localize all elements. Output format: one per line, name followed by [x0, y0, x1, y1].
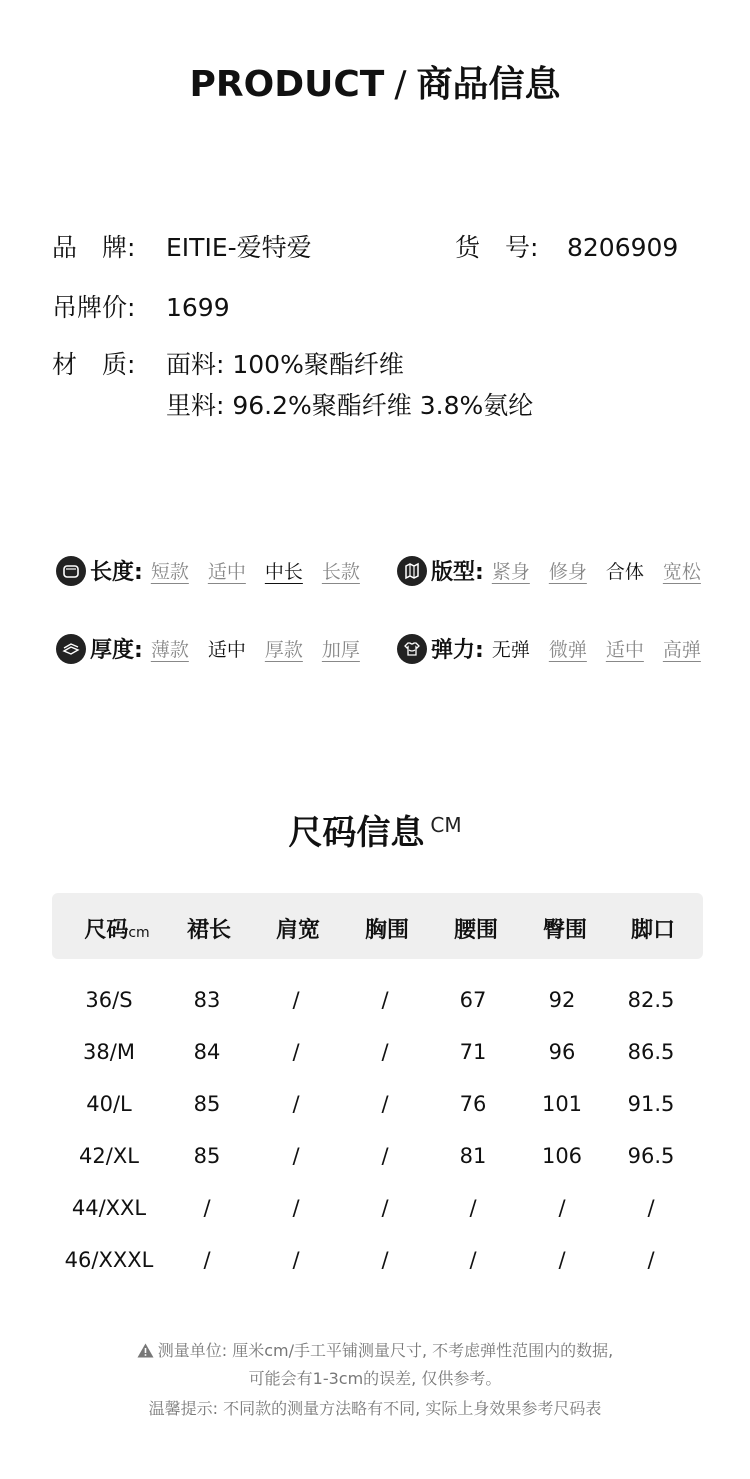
measure-cell: / [469, 1196, 477, 1220]
table-row [52, 1144, 703, 1196]
measure-cell: / [381, 1040, 389, 1064]
measure-cell: / [292, 1144, 300, 1168]
measure-cell: / [558, 1248, 566, 1272]
title-chinese: 商品信息 [416, 64, 561, 105]
table-row [52, 1248, 703, 1300]
header-chest: 胸围 [364, 918, 410, 943]
measure-cell: 96 [548, 1040, 576, 1064]
measure-cell: / [558, 1196, 566, 1220]
header-skirt-length: 裙长 [186, 918, 232, 943]
measure-cell: 101 [541, 1092, 583, 1116]
measure-cell: 85 [193, 1092, 221, 1116]
length-label: 长度: [90, 560, 143, 585]
measure-cell: / [292, 1040, 300, 1064]
measure-cell: 84 [193, 1040, 221, 1064]
measure-cell: / [203, 1248, 211, 1272]
measure-cell: / [292, 1196, 300, 1220]
size-cell: 42/XL [79, 1144, 139, 1168]
size-table-header [52, 893, 703, 959]
price-label: 吊牌价: [52, 293, 136, 322]
thickness-label: 厚度: [90, 638, 143, 663]
table-row [52, 988, 703, 1040]
attribute-thickness [56, 633, 360, 664]
brand-label: 品 牌: [52, 233, 136, 262]
measure-cell: 81 [459, 1144, 487, 1168]
note-line-3: 温馨提示: 不同款的测量方法略有不同, 实际上身效果参考尺码表 [148, 1399, 602, 1418]
size-cell: 36/S [85, 988, 133, 1012]
size-info-heading: 尺码信息 [288, 813, 425, 853]
attribute-elasticity [397, 633, 701, 664]
elasticity-option: 适中 [605, 639, 644, 661]
fabric-thickness-icon [56, 634, 86, 664]
brand-value: EITIE-爱特爱 [166, 233, 312, 262]
elasticity-option-selected: 无弹 [491, 639, 530, 661]
price-value: 1699 [166, 293, 230, 322]
item-number-row [455, 228, 678, 264]
thickness-option-selected: 适中 [207, 639, 246, 661]
measure-cell: 82.5 [627, 988, 675, 1012]
measure-cell: / [469, 1248, 477, 1272]
measure-cell: 71 [459, 1040, 487, 1064]
size-cell: 40/L [86, 1092, 132, 1116]
item-number-value: 8206909 [567, 233, 679, 262]
measure-cell: / [203, 1196, 211, 1220]
note-line-2: 可能会有1-3cm的误差, 仅供参考。 [248, 1369, 502, 1388]
header-waist: 腰围 [453, 918, 499, 943]
elasticity-label: 弹力: [431, 638, 484, 663]
size-info-unit: CM [430, 813, 462, 837]
material-label: 材 质: [52, 350, 136, 379]
size-cell: 38/M [83, 1040, 135, 1064]
fit-option: 修身 [548, 561, 587, 583]
measure-cell: / [381, 1196, 389, 1220]
measure-cell: 85 [193, 1144, 221, 1168]
item-number-label: 货 号: [455, 233, 539, 262]
attribute-fit [397, 555, 701, 586]
measure-cell: 67 [459, 988, 487, 1012]
header-size: 尺码cm [84, 918, 150, 943]
header-hip: 臀围 [542, 918, 588, 943]
length-option: 适中 [207, 561, 246, 583]
skirt-length-icon [56, 556, 86, 586]
table-row [52, 1196, 703, 1248]
measure-cell: 83 [193, 988, 221, 1012]
length-option: 短款 [150, 561, 189, 583]
measure-cell: / [381, 1248, 389, 1272]
fit-option: 宽松 [662, 561, 701, 583]
size-info-title [0, 805, 750, 854]
measure-cell: 96.5 [627, 1144, 675, 1168]
measure-cell: 76 [459, 1092, 487, 1116]
measure-cell: / [381, 988, 389, 1012]
measure-cell: 92 [548, 988, 576, 1012]
elastic-shirt-icon [397, 634, 427, 664]
elasticity-option: 高弹 [662, 639, 701, 661]
fit-shape-icon [397, 556, 427, 586]
elasticity-option: 微弹 [548, 639, 587, 661]
fit-label: 版型: [431, 560, 484, 585]
measure-cell: 86.5 [627, 1040, 675, 1064]
table-row [52, 1092, 703, 1144]
measure-cell: / [381, 1144, 389, 1168]
material-outer: 面料: 100%聚酯纤维 [166, 350, 404, 379]
note-line-1: 测量单位: 厘米cm/手工平铺测量尺寸, 不考虑弹性范围内的数据, [157, 1341, 614, 1360]
material-row-2 [52, 386, 533, 422]
length-option: 长款 [321, 561, 360, 583]
fit-option-selected: 合体 [605, 561, 644, 583]
title-english: PRODUCT [189, 64, 385, 105]
header-shoulder: 肩宽 [275, 918, 321, 943]
measure-cell: 106 [541, 1144, 583, 1168]
attribute-length [56, 555, 360, 586]
price-row [52, 288, 230, 324]
measure-cell: / [647, 1196, 655, 1220]
measure-cell: 91.5 [627, 1092, 675, 1116]
header-hem: 脚口 [630, 918, 676, 943]
measure-cell: / [292, 1092, 300, 1116]
table-row [52, 1040, 703, 1092]
thickness-option: 厚款 [264, 639, 303, 661]
size-cell: 46/XXXL [64, 1248, 154, 1272]
fit-option: 紧身 [491, 561, 530, 583]
thickness-option: 加厚 [321, 639, 360, 661]
page-title [0, 56, 750, 107]
warning-icon [137, 1343, 154, 1362]
material-row [52, 345, 404, 381]
measure-cell: / [292, 988, 300, 1012]
material-lining: 里料: 96.2%聚酯纤维 3.8%氨纶 [166, 391, 534, 420]
measure-cell: / [292, 1248, 300, 1272]
measure-cell: / [647, 1248, 655, 1272]
length-option-selected: 中长 [264, 561, 303, 583]
thickness-option: 薄款 [150, 639, 189, 661]
brand-row [52, 228, 312, 264]
measure-cell: / [381, 1092, 389, 1116]
measurement-note [0, 1338, 750, 1362]
size-cell: 44/XXL [71, 1196, 147, 1220]
title-separator: / [394, 64, 407, 105]
